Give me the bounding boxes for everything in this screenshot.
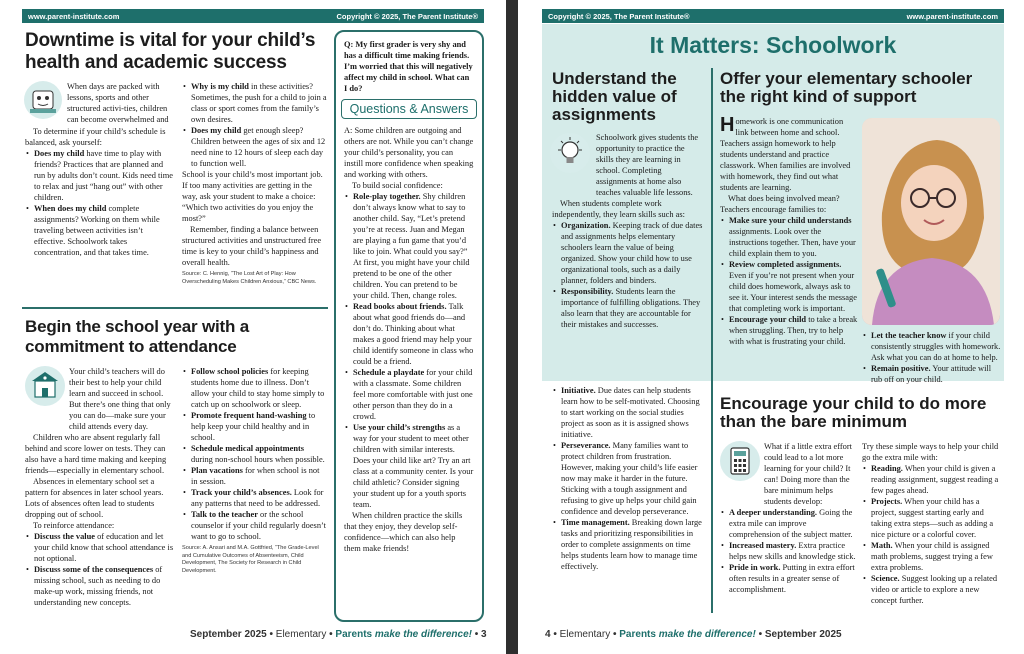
page-header bbox=[542, 9, 1004, 23]
list-item: • Make sure your child understands assignments. Look over the instructions together. Then, have your child explain them to you. bbox=[720, 215, 858, 259]
attendance-p2: Children who are absent regularly fall behind and score lower on tests. They can also have a hard time making and keeping friends—especially in elementary school. bbox=[25, 433, 167, 475]
child-photo bbox=[862, 118, 1000, 325]
list-item: • Track your child’s absences. Look for any patterns that need to be addressed. bbox=[182, 487, 328, 509]
list-item: • Discuss the value of education and let your child know that school attendance is not optional. bbox=[25, 531, 175, 564]
drop-cap: H bbox=[720, 116, 735, 136]
list-item: • Let the teacher know if your child consistently struggles with homework. Ask what you can do at home to help. bbox=[862, 330, 1002, 363]
list-item: • Perseverance. Many families want to protect children from frustration. However, making your child’s life easier now may make it harder in the future. Sticking with a tough assignment and refusing to give up helps your child gain confidence and develop perseverance. bbox=[552, 440, 704, 517]
qa-p3: When children practice the skills that they enjoy, they develop self-confidence—which can also help them make friends! bbox=[344, 511, 463, 553]
qa-p2: To build social confidence: bbox=[352, 181, 443, 190]
downtime-p3: School is your child’s most important job. If too many activities are getting in the way, ask your student to make a choice: “Which two activities do you enjoy the most?” bbox=[182, 170, 323, 223]
page-footer: September 2025 • Elementary • Parents make the difference! • 3 bbox=[190, 629, 487, 640]
list-item: • Talk to the teacher or the school counselor if your child regularly doesn’t want to go to school. bbox=[182, 509, 328, 542]
list-item: • Plan vacations for when school is not in session. bbox=[182, 465, 328, 487]
list-item: • Schedule medical appointments during non-school hours when possible. bbox=[182, 443, 328, 465]
list-item: • Pride in work. Putting in extra effort often results in a greater sense of accomplishment. bbox=[720, 562, 858, 595]
page-header bbox=[22, 9, 484, 23]
attendance-source: Source: A. Ansari and M.A. Gottfried, “The Grade-Level and Cumulative Outcomes of Absenteeism, Child Development, The Society for Research in Child Development. bbox=[182, 545, 319, 574]
footer-date: September 2025 bbox=[764, 629, 842, 640]
list-item: • Follow school policies for keeping students home due to illness. Don’t allow your child to stay home simply to catch up on schoolwork or sleep. bbox=[182, 366, 328, 410]
qa-banner bbox=[341, 99, 477, 119]
list-item: • Discuss some of the consequences of missing school, such as needing to do make-up work, missing friends, not understanding new concepts. bbox=[25, 564, 175, 608]
header-url[interactable]: www.parent-institute.com bbox=[906, 11, 998, 21]
downtime-intro: When days are packed with lessons, sports and other structured activi-ties, children can become overwhelmed and bbox=[67, 82, 169, 124]
list-item: • Promote frequent hand-washing to help keep your child healthy and in school. bbox=[182, 410, 328, 443]
article-title-bare-minimum: Encourage your child to do more than the bare minimum bbox=[720, 394, 987, 431]
hidden-value-intro: Schoolwork gives students the opportunity to practice the skills they are learning in school. Completing assignments at home also teaches valuable life lessons. bbox=[596, 133, 699, 197]
bare-minimum-col-1 bbox=[720, 441, 858, 595]
footer-brand-tagline: make the difference! bbox=[658, 629, 756, 640]
list-item: • Increased mastery. Extra practice helps new skills and knowledge stick. bbox=[720, 540, 858, 562]
list-item: • Projects. When your child has a project, suggest starting early and taking extra steps—such as adding a nice picture or a colorful cover. bbox=[862, 496, 1002, 540]
attendance-col-1 bbox=[25, 366, 175, 608]
hidden-value-p2: When students complete work independently, they learn skills such as: bbox=[552, 199, 685, 219]
qa-banner-text: Questions & Answers bbox=[349, 102, 469, 116]
qa-question: Q: My first grader is very shy and has a difficult time making friends. I’m worried that this will negatively affect my child in school. What can I do? bbox=[344, 40, 473, 93]
list-item: • Use your child’s strengths as a way for your student to meet other children with similar interests. Does your child like art? Try an art class at a community center. Is your child athletic? Consider signing your student up for a youth sports team. bbox=[344, 422, 474, 510]
support-body bbox=[720, 116, 858, 374]
downtime-p2: To determine if your child’s schedule is balanced, ask yourself: bbox=[25, 127, 166, 147]
list-item: • Does my child have time to play with friends? Practices that are planned and run by adults don’t count. Kids need time to relax and just “hang out” with other children. bbox=[25, 148, 175, 203]
bare-minimum-intro: What if a little extra effort could lead to a lot more learning for your child? It can! Doing more than the bare minimum helps students develop: bbox=[764, 442, 852, 506]
list-item: • Time management. Breaking down large tasks and prioritizing responsibilities in order to complete assignments on time helps students learn how to manage time effectively. bbox=[552, 517, 704, 572]
header-url[interactable]: www.parent-institute.com bbox=[28, 11, 120, 21]
support-p2: What does being involved mean? Teachers encourage families to: bbox=[720, 194, 840, 214]
section-title: It Matters: Schoolwork bbox=[649, 32, 897, 58]
list-item: • Why is my child in these activities? Sometimes, the push for a child to join a class or sport comes from the family’s own desires. bbox=[182, 81, 328, 125]
attendance-p3: Absences in elementary school set a pattern for absences in later school years. Lots of absences often lead to students dropping out of school. bbox=[25, 477, 164, 519]
header-copyright: Copyright © 2025, The Parent Institute® bbox=[548, 11, 690, 21]
list-item: • Math. When your child is assigned math problems, suggest trying a few extra problems. bbox=[862, 540, 1002, 573]
list-item: • Encourage your child to take a break when struggling. Then, try to help with what is frustrating your child. bbox=[720, 314, 858, 347]
footer-brand-tagline: make the difference! bbox=[374, 629, 472, 640]
footer-page-number: 4 bbox=[545, 629, 551, 640]
list-item: • Reading. When your child is given a reading assignment, suggest reading a few pages ahead. bbox=[862, 463, 1002, 496]
article-title-attendance: Begin the school year with a commitment to attendance bbox=[25, 317, 249, 356]
article-title-hidden-value: Understand the hidden value of assignments bbox=[552, 69, 677, 124]
downtime-col-2 bbox=[182, 81, 328, 286]
hidden-value-body bbox=[552, 132, 704, 377]
list-item: • Responsibility. Students learn the importance of fulfilling obligations. They also learn that they are accountable for their mistakes and successes. bbox=[552, 286, 704, 330]
list-item: • Does my child get enough sleep? Children between the ages of six and 12 need nine to 12 hours of sleep each day to function well. bbox=[182, 125, 328, 169]
bare-minimum-col-2 bbox=[862, 441, 1002, 606]
footer-date: September 2025 bbox=[190, 629, 267, 640]
list-item: • Initiative. Due dates can help students learn how to be self-motivated. Choosing to start working on the social studies project as soon as it is assigned shows initiative. bbox=[552, 385, 704, 440]
list-item: • A deeper understanding. Going the extra mile can improve comprehension of the subject matter. bbox=[720, 507, 858, 540]
qa-answer: A: Some children are outgoing and others are not. While you can’t change your child’s personality, you can instill more confidence when speaking and working with others. bbox=[344, 126, 474, 179]
list-item: • Schedule a playdate for your child with a classmate. Some children feel more comfortable with just one other person than they do in a crowd. bbox=[344, 367, 474, 422]
list-item: • Read books about friends. Talk about what good friends do—and don’t do. Thinking about what makes a good friend may help your child identify someone in class who could be a friend. bbox=[344, 301, 474, 367]
header-copyright: Copyright © 2025, The Parent Institute® bbox=[336, 11, 478, 21]
attendance-col-2 bbox=[182, 366, 328, 575]
footer-level: Elementary bbox=[275, 629, 327, 640]
article-title-downtime: Downtime is vital for your child’s health and academic success bbox=[25, 30, 316, 73]
attendance-p4: To reinforce attendance: bbox=[33, 521, 115, 530]
downtime-p4: Remember, finding a balance between structured activities and unstructured free time is key to your child’s happiness and overall health. bbox=[182, 225, 322, 267]
support-intro: Homework is one communication link between home and school. Teachers assign homework to help students understand and practice classwork. When families are involved with homework, they find out what students are learning. bbox=[720, 116, 851, 192]
downtime-col-1 bbox=[25, 81, 175, 258]
column-rule bbox=[711, 68, 713, 613]
attendance-intro: Your child’s teachers will do their best to help your child learn and succeed in school. But there’s one thing that only you can do—make sure your child attends every day. bbox=[69, 367, 171, 431]
footer-brand: Parents bbox=[619, 629, 656, 640]
bare-minimum-p2: Try these simple ways to help your child go the extra mile with: bbox=[862, 442, 999, 462]
page-footer: 4 • Elementary • Parents make the difference! • September 2025 bbox=[545, 629, 842, 640]
list-item: • When does my child complete assignments? Working on them while traveling between activities isn’t effective. Schoolwork takes concentration, and that takes time. bbox=[25, 203, 175, 258]
footer-page-number: 3 bbox=[481, 629, 487, 640]
list-item: • Organization. Keeping track of due dates and assignments helps elementary schoolers learn the value of being organized. Show your child how to use organizational tools, such as a daily planner, folders and binders. bbox=[552, 220, 704, 286]
article-title-support: Offer your elementary schooler the right kind of support bbox=[720, 69, 973, 106]
qa-box bbox=[334, 30, 484, 622]
qa-answer-body bbox=[344, 125, 474, 554]
hidden-value-body-cont bbox=[552, 385, 704, 610]
footer-brand: Parents bbox=[335, 629, 373, 640]
list-item: • Role-play together. Shy children don’t always know what to say to another child. Say, “Let’s pretend you’re at recess. Juan and Megan are playing a fun game that you’d like to join. What could you say?” At first, you might have your child pretend to be one of the other children. You can pretend to be your child. Then, change roles. bbox=[344, 191, 474, 301]
page-spread-gutter bbox=[506, 0, 518, 654]
footer-level: Elementary bbox=[559, 629, 611, 640]
list-item: • Remain positive. Your attitude will rub off on your child. bbox=[862, 363, 1002, 385]
list-item: • Review completed assignments. Even if you’re not present when your child does homework, always ask to see it. Your interest sends the message that completing work is important. bbox=[720, 259, 858, 314]
downtime-source: Source: C. Hennig, “The Lost Art of Play: How Overscheduling Makes Children Anxious,” CBC News. bbox=[182, 271, 317, 285]
section-rule bbox=[22, 307, 328, 309]
page-4 bbox=[518, 0, 1024, 654]
support-body-right bbox=[862, 330, 1002, 385]
list-item: • Science. Suggest looking up a related video or article to explore a new concept further. bbox=[862, 573, 1002, 606]
page-3 bbox=[0, 0, 506, 654]
